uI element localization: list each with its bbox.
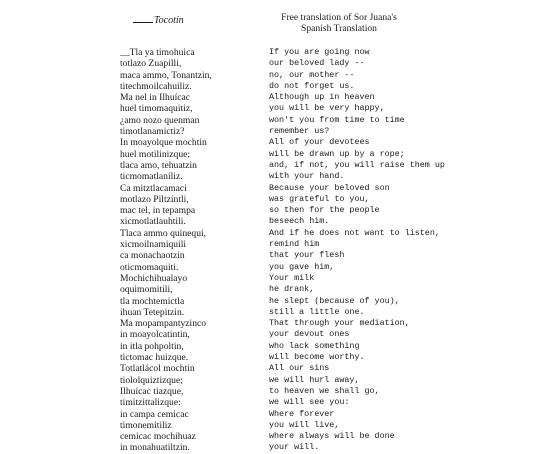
nahuatl-verse-line: xicmoilnamiquili [120, 239, 187, 251]
english-verse-line: with your hand. [269, 171, 345, 182]
nahuatl-verse-line: Tlaca ammo quinequi, [120, 227, 207, 239]
english-verse-line: you will be very happy, [269, 103, 385, 114]
english-verse-column [269, 47, 445, 454]
nahuatl-verse-line: huel timomaquitiz, [120, 103, 193, 115]
nahuatl-verse-line: Totlatlácol mochtin [120, 363, 195, 375]
nahuatl-verse-line: tlaca amo, tehuatzin [120, 159, 197, 171]
nahuatl-verse-line: titechmoilcahuiliz. [120, 80, 192, 92]
english-verse-line: was grateful to you, [269, 193, 370, 204]
right-title-line-2: Spanish Translation [301, 23, 377, 34]
title-underline-rule [133, 14, 153, 23]
nahuatl-verse-line: in monahuatiltzin. [120, 442, 190, 454]
english-verse-line: he slept (because of you), [269, 295, 400, 306]
english-verse-line: beseech him. [269, 216, 330, 227]
english-verse-line: All of your devotees [269, 137, 370, 148]
nahuatl-verse-line: in itla pohpoltin, [120, 340, 184, 352]
nahuatl-verse-line: huel motilinizque; [120, 148, 191, 160]
nahuatl-verse-line: tictomac huizque. [120, 352, 189, 364]
nahuatl-verse-line: xicmotlatlauhtili. [120, 216, 186, 228]
nahuatl-verse-line: Mochichihualayo [120, 272, 188, 284]
nahuatl-verse-line: ¿amo nozo quenman [120, 114, 200, 126]
nahuatl-verse-line: maca ammo, Tonantzin, [120, 69, 212, 81]
english-verse-line: Your milk [269, 272, 315, 283]
english-verse-line: where always will be done [269, 431, 395, 442]
nahuatl-verse-line: Ma nel in Ilhuícac [120, 92, 191, 104]
right-column-title [266, 12, 412, 34]
english-verse-line: we will see you: [269, 397, 350, 408]
english-verse-line: we will hurl away, [269, 374, 360, 385]
nahuatl-verse-line: tiololquiztizque; [120, 374, 183, 386]
nahuatl-verse-line: timitzittalizque: [120, 397, 181, 409]
right-title-line-1: Free translation of Sor Juana's [281, 12, 397, 23]
english-verse-line: you will live, [269, 419, 340, 430]
english-verse-line: All our sins [269, 363, 330, 374]
nahuatl-verse-line: ca monachaotzin [120, 250, 185, 262]
english-verse-line: remind him [269, 239, 320, 250]
nahuatl-verse-line: Ca mitztlacamaci [120, 182, 187, 194]
nahuatl-verse-line: timonemitiliz [120, 419, 172, 431]
english-verse-line: no, our mother -- [269, 69, 355, 80]
english-verse-line: so then for the people [269, 205, 380, 216]
nahuatl-verse-line: totlazo Zuapilli, [120, 58, 182, 70]
english-verse-line: do not forget us. [269, 80, 355, 91]
nahuatl-verse-line: tla mochtemictla [120, 295, 185, 307]
nahuatl-verse-line: in campa cemicac [120, 408, 189, 420]
nahuatl-verse-line: ticmomatlaníliz. [120, 171, 183, 183]
english-verse-line: and, if not, you will raise them up [269, 159, 445, 170]
nahuatl-verse-line: Ilhuícac tiazque, [120, 385, 184, 397]
english-verse-line: that your flesh [269, 250, 345, 261]
nahuatl-verse-line: In moayolque mochtin [120, 137, 207, 149]
english-verse-line: will be drawn up by a rope; [269, 148, 405, 159]
english-verse-line: your will. [269, 442, 320, 453]
english-verse-line: won't you from time to time [269, 114, 405, 125]
nahuatl-verse-line: in moayolcatintin, [120, 329, 190, 341]
nahuatl-verse-line: __Tla ya timohuica [120, 47, 195, 58]
english-verse-line: And if he does not want to listen, [269, 227, 440, 238]
nahuatl-verse-line: ihuan Tetepitzin. [120, 306, 185, 318]
english-verse-line: our beloved lady -- [269, 58, 365, 69]
english-verse-line: will become worthy. [269, 352, 365, 363]
nahuatl-verse-column [120, 47, 212, 454]
english-verse-line: Although up in heaven [269, 92, 375, 103]
english-verse-line: he drank, [269, 284, 315, 295]
english-verse-line: If you are going now [269, 47, 370, 57]
nahuatl-verse-line: mac tel, in tepampa [120, 205, 196, 217]
nahuatl-verse-line: Ma mopampantyzinco [120, 318, 207, 330]
english-verse-line: Because your beloved son [269, 182, 390, 193]
english-verse-line: your devout ones [269, 329, 350, 340]
english-verse-line: still a little one. [269, 306, 365, 317]
left-column-title [133, 14, 184, 27]
english-verse-line: remember us? [269, 126, 330, 137]
english-verse-line: you gave him, [269, 261, 335, 272]
english-verse-line: to heaven we shall go, [269, 385, 380, 396]
english-verse-line: That through your mediation, [269, 318, 410, 329]
english-verse-line: Where forever [269, 408, 335, 419]
left-title-text: Tocotín [154, 15, 184, 26]
nahuatl-verse-line: motlazo Piltzintli, [120, 193, 189, 205]
nahuatl-verse-line: oticmomaquiti. [120, 261, 179, 273]
english-verse-line: who lack something [269, 340, 360, 351]
nahuatl-verse-line: cemicac mochihuaz [120, 431, 196, 443]
nahuatl-verse-line: oquimomitili, [120, 284, 173, 296]
nahuatl-verse-line: timotlanamictiz? [120, 126, 185, 138]
